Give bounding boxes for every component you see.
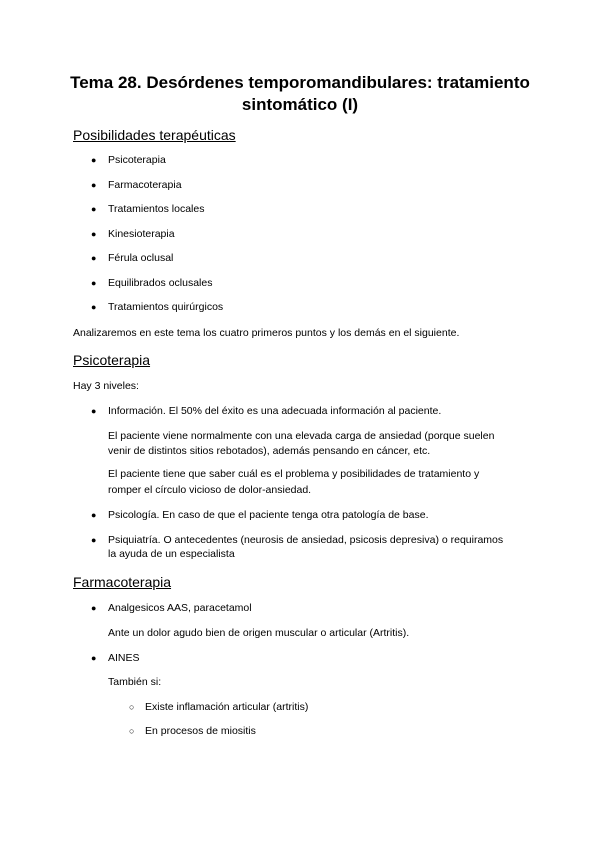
bullet-icon: ● bbox=[91, 278, 97, 288]
document-page: Tema 28. Desórdenes temporomandibulares: tratamiento sintomático (I) Posibilidades terapéuticas ● Psicoterapia ● Farmacoterapia ● Tratamientos locales ● Kinesioterapia ● Férula oclusal ● Equilibrados oclusales ● Tratamientos quirúrgicos Analizaremos en este tema los cuatro primeros puntos y los demás en el siguiente. Psicoterapia Hay 3 niveles: ● Información. El 50% del éxito es una adecuada información al paciente. El paciente viene normalmente con una elevada carga de ansiedad (porque suelen venir de distintos sitios rebotados), además pensando en cáncer, etc. El paciente tiene que saber cuál es el problema y posibilidades de tratamiento y romper el círculo vicioso de dolor-ansiedad. ● Psicología. En caso de que el paciente tenga otra patología de base. ● Psiquiatría. O antecedentes (neurosis de ansiedad, psicosis depresiva) o requiramos la ayuda de un especialista Farmacoterapia ● Analgesicos AAS, paracetamol Ante un dolor agudo bien de origen muscular o articular (Artritis). ● AINES También si: ○ Existe inflamación articular (artritis) ○ En procesos de miositis bbox=[70, 73, 530, 737]
heading-psicoterapia: Psicoterapia bbox=[73, 352, 151, 368]
bullet-icon: ● bbox=[91, 302, 97, 312]
paragraph-line: Ante un dolor agudo bien de origen muscular o articular (Artritis). bbox=[108, 627, 410, 639]
bullet-icon: ● bbox=[91, 180, 97, 190]
paragraph-line: venir de distintos sitios rebotados), además pensando en cáncer, etc. bbox=[108, 445, 431, 457]
bullet-icon: ● bbox=[91, 155, 97, 165]
page-title bbox=[70, 72, 530, 116]
heading-farmacoterapia: Farmacoterapia bbox=[73, 574, 172, 590]
paragraph-line: El paciente tiene que saber cuál es el problema y posibilidades de tratamiento y bbox=[108, 468, 480, 480]
title-line-1: Tema 28. Desórdenes temporomandibulares: tratamiento bbox=[70, 73, 530, 92]
heading-posibilidades: Posibilidades terapéuticas bbox=[73, 127, 236, 143]
title-line-2: sintomático (I) bbox=[241, 95, 359, 114]
bullet-icon: ● bbox=[91, 535, 97, 545]
paragraph-line: El paciente viene normalmente con una elevada carga de ansiedad (porque suelen bbox=[108, 430, 495, 442]
bullet-icon: ● bbox=[91, 510, 97, 520]
circle-bullet-icon: ○ bbox=[129, 726, 135, 736]
paragraph-intro: Hay 3 niveles: bbox=[73, 380, 139, 392]
paragraph-line: romper el círculo vicioso de dolor-ansiedad. bbox=[108, 484, 312, 496]
bullet-icon: ● bbox=[91, 253, 97, 263]
bullet-icon: ● bbox=[91, 603, 97, 613]
paragraph-line: la ayuda de un especialista bbox=[108, 548, 235, 560]
circle-bullet-icon: ○ bbox=[129, 702, 135, 712]
bullet-icon: ● bbox=[91, 653, 97, 663]
paragraph-note: Analizaremos en este tema los cuatro primeros puntos y los demás en el siguiente. bbox=[73, 327, 460, 339]
bullet-icon: ● bbox=[91, 229, 97, 239]
bullet-icon: ● bbox=[91, 204, 97, 214]
paragraph-line: También si: bbox=[108, 676, 162, 688]
bullet-icon: ● bbox=[91, 406, 97, 416]
